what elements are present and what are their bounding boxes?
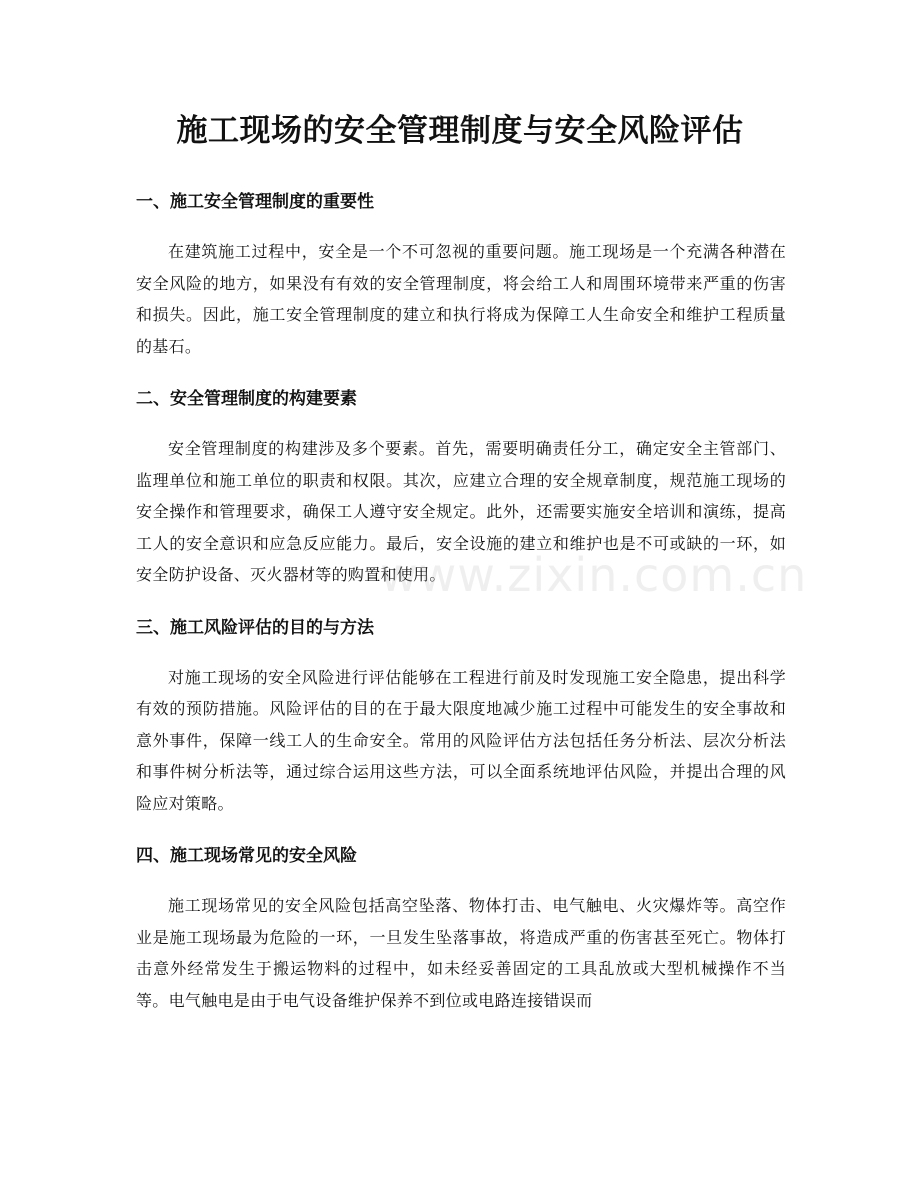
watermark: www.zixin.com.cn [380,548,808,602]
section-paragraph: 在建筑施工过程中，安全是一个不可忽视的重要问题。施工现场是一个充满各种潜在安全风险的地方，如果没有有效的安全管理制度，将会给工人和周围环境带来严重的伤害和损失。因此，施工安全管理制度的建立和执行将成为保障工人生命安全和维护工程质量的基石。 [136,242,786,356]
document-title: 施工现场的安全管理制度与安全风险评估 [176,113,744,149]
section-paragraph: 安全管理制度的构建涉及多个要素。首先，需要明确责任分工，确定安全主管部门、监理单位和施工单位的职责和权限。其次，应建立合理的安全规章制度，规范施工现场的安全操作和管理要求，确保工人遵守安全规定。此外，还需要实施安全培训和演练，提高工人的安全意识和应急反应能力。最后，安全设施的建立和维护也是不可或缺的一环，如安全防护设备、灭火器材等的购置和使用。 [136,439,786,584]
section-paragraph: 对施工现场的安全风险进行评估能够在工程进行前及时发现施工安全隐患，提出科学有效的预防措施。风险评估的目的在于最大限度地减少施工过程中可能发生的安全事故和意外事件，保障一线工人的生命安全。常用的风险评估方法包括任务分析法、层次分析法和事件树分析法等，通过综合运用这些方法，可以全面系统地评估风险，并提出合理的风险应对策略。 [136,667,786,813]
section-4 [136,837,786,1016]
section-heading: 三、施工风险评估的目的与方法 [136,617,374,638]
section-heading: 二、安全管理制度的构建要素 [136,389,357,409]
section-paragraph: 施工现场常见的安全风险包括高空坠落、物体打击、电气触电、火灾爆炸等。高空作业是施工现场最为危险的一环，一旦发生坠落事故，将造成严重的伤害甚至死亡。物体打击意外经常发生于搬运物料的过程中，如未经妥善固定的工具乱放或大型机械操作不当等。电气触电是由于电气设备维护保养不到位或电路连接错误而 [136,896,786,1010]
document-body [136,183,786,1034]
section-3 [136,609,786,820]
section-heading: 四、施工现场常见的安全风险 [136,846,357,866]
section-1 [136,183,786,362]
section-2 [136,380,786,591]
section-heading: 一、施工安全管理制度的重要性 [136,192,374,212]
